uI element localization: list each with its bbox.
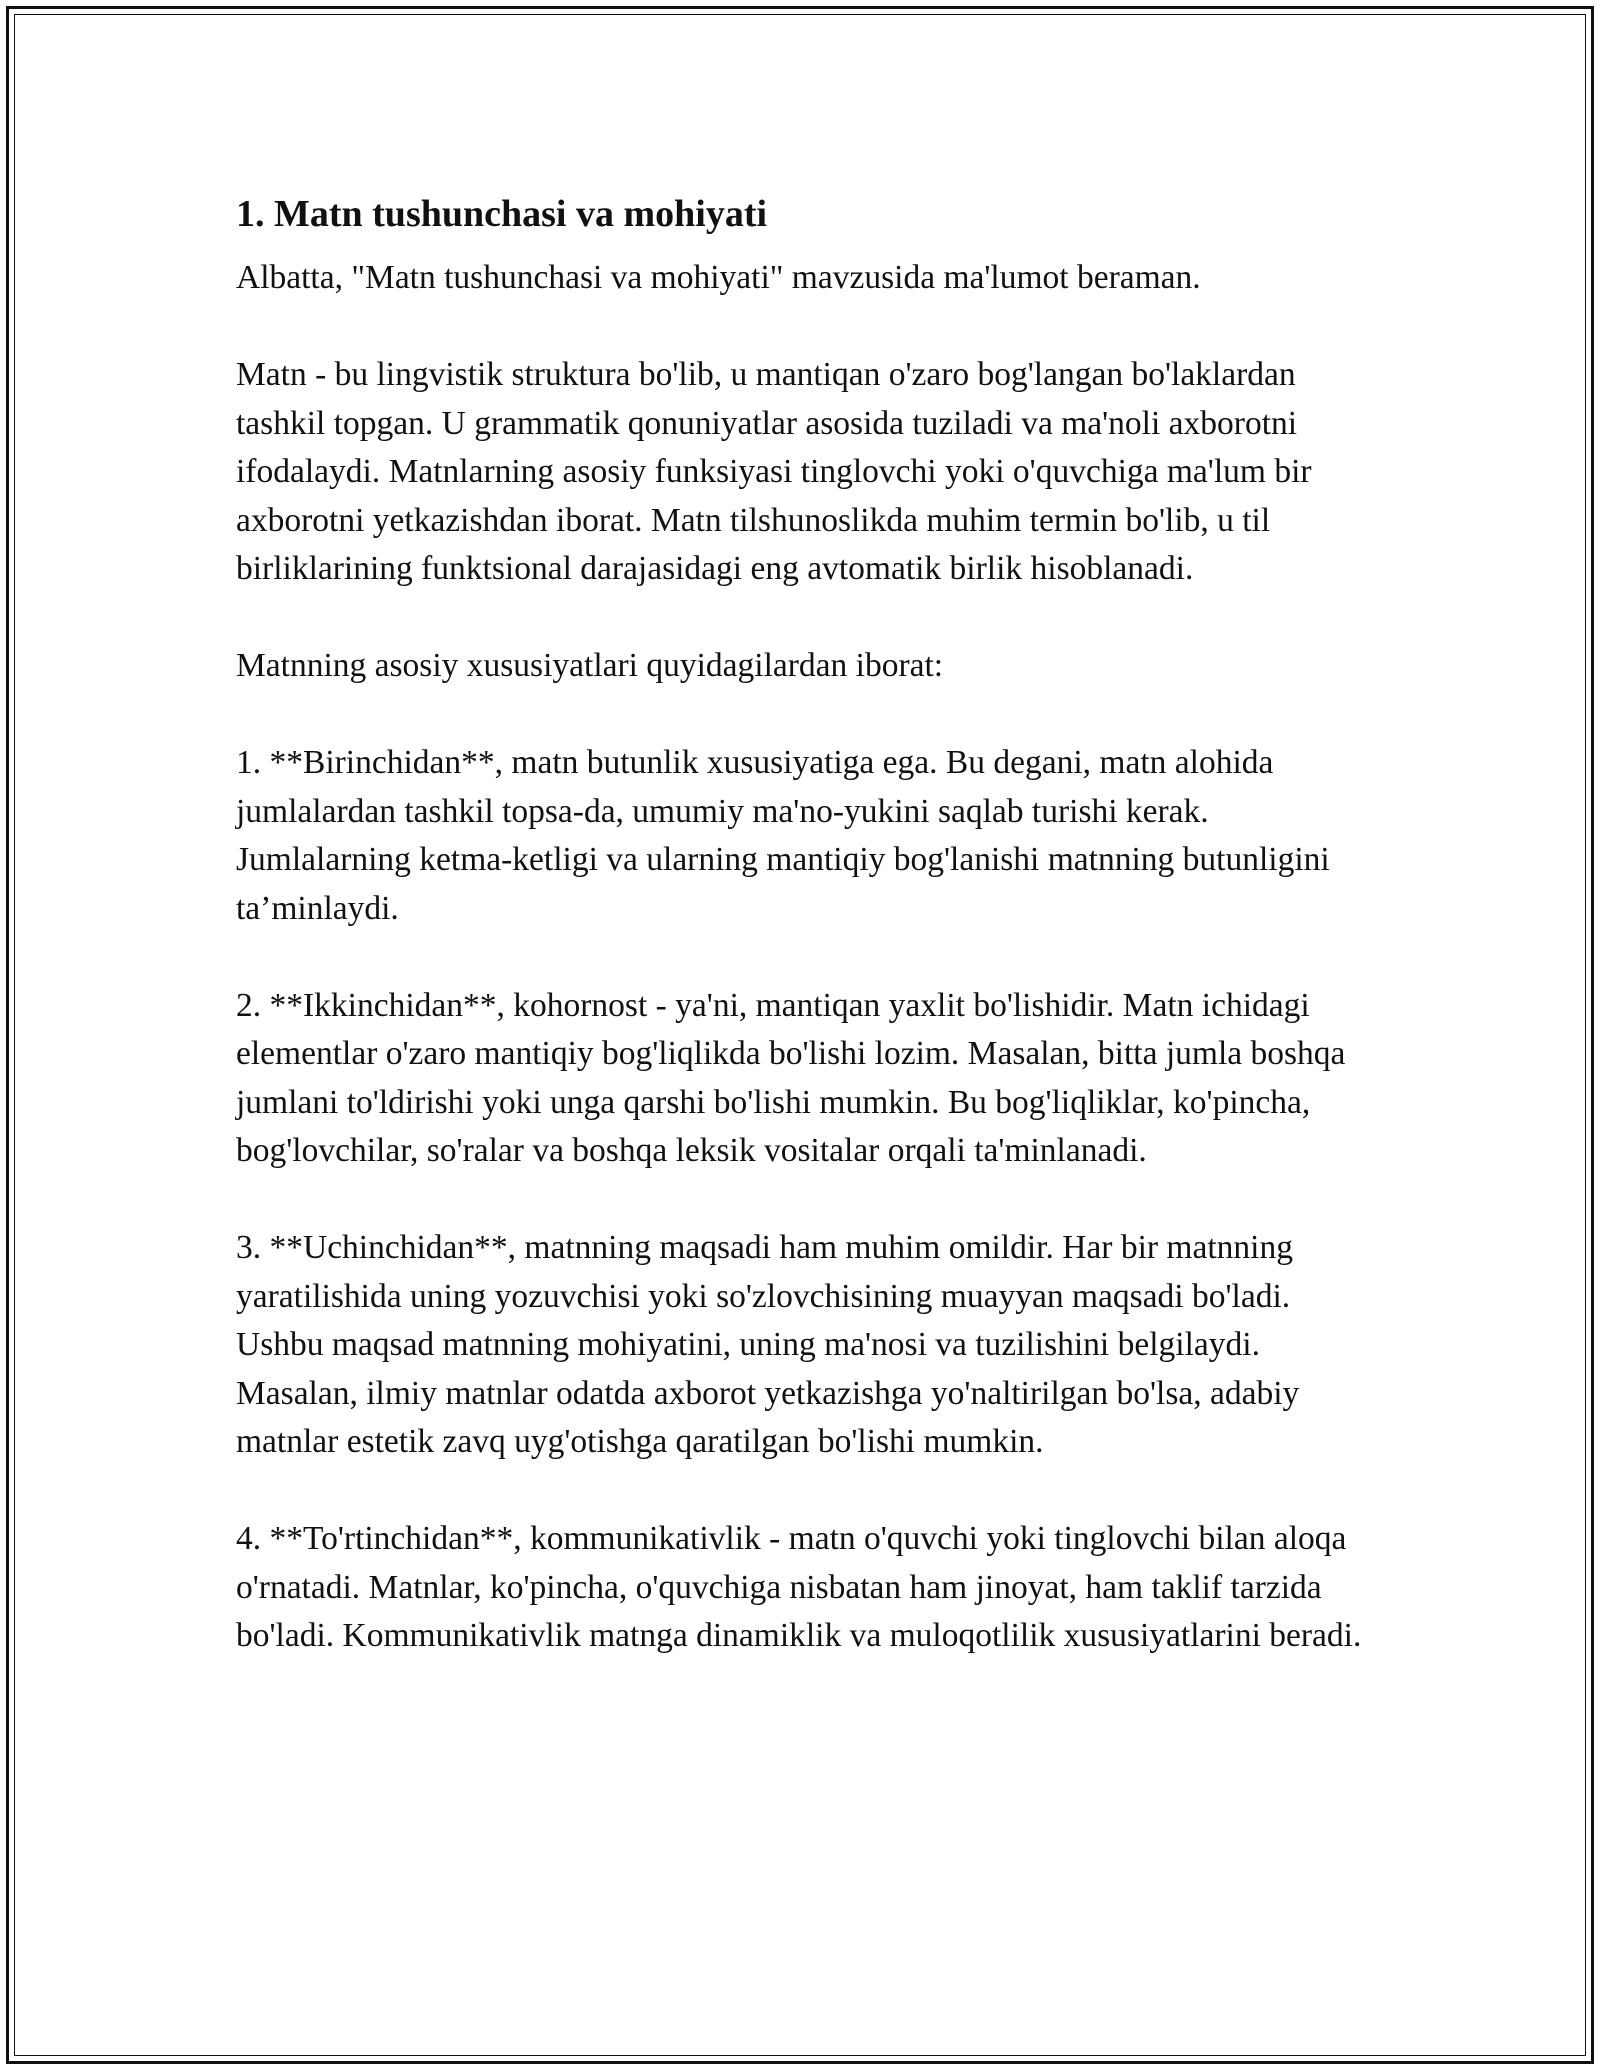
document-title: 1. Matn tushunchasi va mohiyati	[236, 193, 768, 235]
feature-2-paragraph: 2. **Ikkinchidan**, kohornost - ya'ni, mantiqan yaxlit bo'lishidir. Matn ichidagi elementlar o'zaro mantiqiy bog'liqlikda bo'lishi lozim. Masalan, bitta jumla boshqa jumlani to'ldirishi yoki unga qarshi bo'lishi mumkin. Bu bog'liqliklar, ko'pincha, bog'lovchilar, so'ralar va boshqa leksik vositalar orqali ta'minlanadi.	[236, 986, 1346, 1169]
features-intro-paragraph: Matnning asosiy xususiyatlari quyidagilardan iborat:	[236, 647, 944, 684]
feature-3-paragraph: 3. **Uchinchidan**, matnning maqsadi ham muhim omildir. Har bir matnning yaratilishida uning yozuvchisi yoki so'zlovchisining muayyan maqsadi bo'ladi. Ushbu maqsad matnning mohiyatini, uning ma'nosi va tuzilishini belgilaydi. Masalan, ilmiy matnlar odatda axborot yetkazishga yo'naltirilgan bo'lsa, adabiy matnlar estetik zavq uyg'otishga qaratilgan bo'lishi mumkin.	[236, 1229, 1300, 1460]
document-body	[236, 186, 1376, 1709]
feature-4-paragraph: 4. **To'rtinchidan**, kommunikativlik - matn o'quvchi yoki tinglovchi bilan aloqa o'rnatadi. Matnlar, ko'pincha, o'quvchiga nisbatan ham jinoyat, ham taklif tarzida bo'ladi. Kommunikativlik matnga dinamiklik va muloqotlilik xususiyatlarini beradi.	[236, 1520, 1362, 1654]
definition-paragraph: Matn - bu lingvistik struktura bo'lib, u mantiqan o'zaro bog'langan bo'laklardan tashkil topgan. U grammatik qonuniyatlar asosida tuziladi va ma'noli axborotni ifodalaydi. Matnlarning asosiy funksiyasi tinglovchi yoki o'quvchiga ma'lum bir axborotni yetkazishdan iborat. Matn tilshunoslikda muhim termin bo'lib, u til birliklarining funktsional darajasidagi eng avtomatik birlik hisoblanadi.	[236, 356, 1312, 587]
feature-1-paragraph: 1. **Birinchidan**, matn butunlik xususiyatiga ega. Bu degani, matn alohida jumlalardan tashkil topsa-da, umumiy ma'no-yukini saqlab turishi kerak. Jumlalarning ketma-ketligi va ularning mantiqiy bog'lanishi matnning butunligini ta’minlaydi.	[236, 744, 1330, 927]
intro-paragraph: Albatta, "Matn tushunchasi va mohiyati" mavzusida ma'lumot beraman.	[236, 259, 1201, 296]
